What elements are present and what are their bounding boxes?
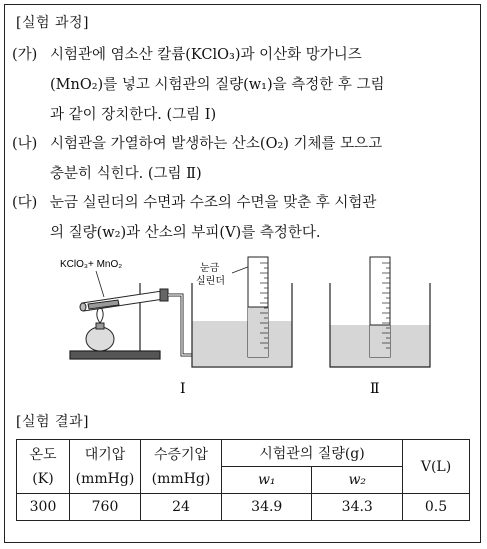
header-w1: w₁ [222, 467, 312, 494]
figure-1-label: Ⅰ [180, 381, 186, 397]
step-ga [12, 40, 474, 130]
graduated-cylinder-1 [248, 257, 268, 357]
header-w2: w₂ [312, 467, 403, 494]
cell-atm: 760 [70, 494, 141, 521]
step-marker: (나) [12, 136, 38, 152]
figure-2-label: Ⅱ [370, 381, 380, 397]
header-vapor-pressure: 수증기압 (mmHg) [141, 440, 222, 494]
section-result-title: [실험 결과] [16, 414, 89, 430]
cell-w1: 34.9 [222, 494, 312, 521]
results-table [16, 439, 470, 521]
header-volume: V(L) [403, 440, 470, 494]
graduated-cylinder-2 [370, 257, 390, 357]
cylinder-label-line1: 눈금 [200, 263, 220, 274]
reagent-label: KClO₃+ MnO₂ [60, 259, 123, 270]
step-marker: (다) [12, 195, 38, 211]
apparatus-figure [52, 243, 452, 403]
step-da [12, 188, 474, 248]
step-line: 시험관에 염소산 칼륨(KClO₃)과 이산화 망가니즈 [50, 47, 362, 63]
step-na [12, 129, 474, 189]
step-line: 충분히 식힌다. (그림 Ⅱ) [50, 166, 202, 182]
table-header-row [17, 440, 470, 467]
table-row [17, 494, 470, 521]
section-procedure-title: [실험 과정] [16, 15, 89, 31]
header-temp: 온도 (K) [17, 440, 70, 494]
reagent-pointer [96, 271, 104, 297]
step-line: 시험관을 가열하여 발생하는 산소(O₂) 기체를 모으고 [50, 136, 383, 152]
step-line: 과 같이 장치한다. (그림 Ⅰ) [50, 107, 217, 123]
cell-vapor: 24 [141, 494, 222, 521]
water-trough-1 [192, 283, 292, 367]
step-marker: (가) [12, 47, 38, 63]
alcohol-burner [86, 305, 114, 351]
header-tube-mass: 시험관의 질량(g) [222, 440, 403, 467]
test-tube [80, 289, 168, 311]
step-line: 눈금 실린더의 수면과 수조의 수면을 맞춘 후 시험관 [50, 195, 377, 211]
step-line: (MnO₂)를 넣고 시험관의 질량(w₁)을 측정한 후 그림 [50, 77, 385, 93]
step-line: 의 질량(w₂)과 산소의 부피(V)를 측정한다. [50, 225, 321, 241]
cell-w2: 34.3 [312, 494, 403, 521]
cell-volume: 0.5 [403, 494, 470, 521]
cylinder-label-line2: 실린더 [196, 276, 225, 287]
header-atm-pressure: 대기압 (mmHg) [70, 440, 141, 494]
cell-temp: 300 [17, 494, 70, 521]
